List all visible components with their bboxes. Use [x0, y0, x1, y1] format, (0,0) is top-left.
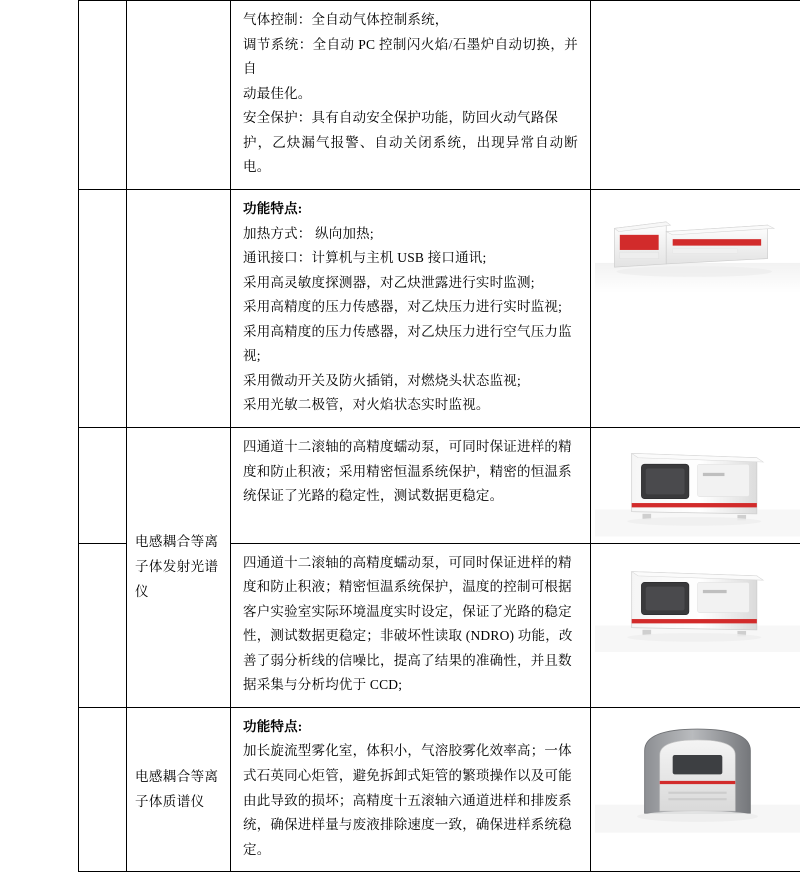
text-line: 加热方式： 纵向加热; [243, 222, 578, 247]
row-3-content-cell [231, 428, 591, 544]
row-1-image-cell [591, 1, 800, 190]
text-line: 统保证了光路的稳定性，测试数据更稳定。 [243, 484, 578, 509]
table-row [79, 428, 800, 544]
row-3-image-cell [591, 428, 800, 544]
text-line: 采用高灵敏度探测器，对乙炔泄露进行实时监测; [243, 271, 578, 296]
text-line: 动最佳化。 [243, 82, 578, 107]
text-line: 调节系统：全自动 PC 控制闪火焰/石墨炉自动切换，并自 [243, 33, 578, 82]
row-2-image-cell [591, 189, 800, 427]
category-icp-ms [127, 707, 231, 871]
category-label: 电感耦合等离子体发射光谱仪 [127, 530, 230, 605]
icp-oes-white-cabinet-2-icon [595, 550, 800, 653]
row-2-col-left-empty [79, 189, 127, 427]
row-1-text [231, 1, 590, 189]
row-3-text [231, 428, 590, 518]
category-label: 电感耦合等离子体质谱仪 [127, 765, 230, 815]
row-4-content-cell [231, 543, 591, 707]
text-line: 护，乙炔漏气报警、自动关闭系统，出现异常自动断电。 [243, 131, 578, 180]
text-line: 度和防止积液；精密恒温系统保护，温度的控制可根据 [243, 575, 578, 600]
specification-table [78, 0, 800, 872]
text-line: 通讯接口：计算机与主机 USB 接口通讯; [243, 246, 578, 271]
row-4-image-cell [591, 543, 800, 707]
row-1-category-cell [127, 1, 231, 190]
text-line: 采用高精度的压力传感器，对乙炔压力进行实时监视; [243, 295, 578, 320]
row-5-content-cell [231, 707, 591, 871]
text-line: 采用微动开关及防火插销，对燃烧头状态监视; [243, 369, 578, 394]
icp-oes-white-cabinet-icon [595, 434, 800, 537]
table-row [79, 189, 800, 427]
row-3-col-left-empty [79, 428, 127, 544]
text-line: 采用高精度的压力传感器，对乙炔压力进行空气压力监 [243, 320, 578, 345]
image-wrapper [591, 428, 800, 543]
row-5-col-left-empty [79, 707, 127, 871]
text-line: 客户实验室实际环境温度实时设定，保证了光路的稳定 [243, 600, 578, 625]
text-line: 四通道十二滚轴的高精度蠕动泵，可同时保证进样的精 [243, 551, 578, 576]
text-line: 采用光敏二极管，对火焰状态实时监视。 [243, 393, 578, 418]
row-1-content-cell [231, 1, 591, 190]
content-title: 功能特点: [243, 197, 578, 222]
row-1-col-left-empty [79, 1, 127, 190]
image-wrapper [591, 544, 800, 659]
image-wrapper [591, 190, 800, 299]
text-line: 加长旋流型雾化室，体积小，气溶胶雾化效率高；一体 [243, 739, 578, 764]
text-line: 视; [243, 344, 578, 369]
text-line: 善了弱分析线的信噪比，提高了结果的准确性，并且数 [243, 649, 578, 674]
text-line: 四通道十二滚轴的高精度蠕动泵，可同时保证进样的精 [243, 435, 578, 460]
row-2-text [231, 190, 590, 427]
image-wrapper [591, 708, 800, 839]
text-line: 安全保护：具有自动安全保护功能，防回火动气路保 [243, 106, 578, 131]
content-title: 功能特点: [243, 715, 578, 740]
text-line: 据采集与分析均优于 CCD; [243, 673, 578, 698]
table-row [79, 1, 800, 190]
text-line: 由此导致的损坏；高精度十五滚轴六通道进样和排废系 [243, 789, 578, 814]
icp-ms-dark-grey-instrument-icon [595, 714, 800, 833]
category-icp-oes [127, 428, 231, 708]
text-line: 式石英同心炬管，避免拆卸式矩管的繁琐操作以及可能 [243, 764, 578, 789]
row-2-category-cell [127, 189, 231, 427]
text-line: 统，确保进样量与废液排除速度一致，确保进样系统稳 [243, 813, 578, 838]
text-line: 气体控制：全自动气体控制系统， [243, 8, 578, 33]
table-row [79, 707, 800, 871]
text-line: 性，测试数据更稳定；非破坏性读取 (NDRO) 功能，改 [243, 624, 578, 649]
spectrometer-wide-red-white-icon [595, 196, 800, 293]
text-line: 定。 [243, 838, 578, 863]
row-5-text [231, 708, 590, 871]
row-2-content-cell [231, 189, 591, 427]
text-line: 度和防止积液；采用精密恒温系统保护，精密的恒温系 [243, 460, 578, 485]
row-4-text [231, 544, 590, 707]
row-4-col-left-empty [79, 543, 127, 707]
row-5-image-cell [591, 707, 800, 871]
